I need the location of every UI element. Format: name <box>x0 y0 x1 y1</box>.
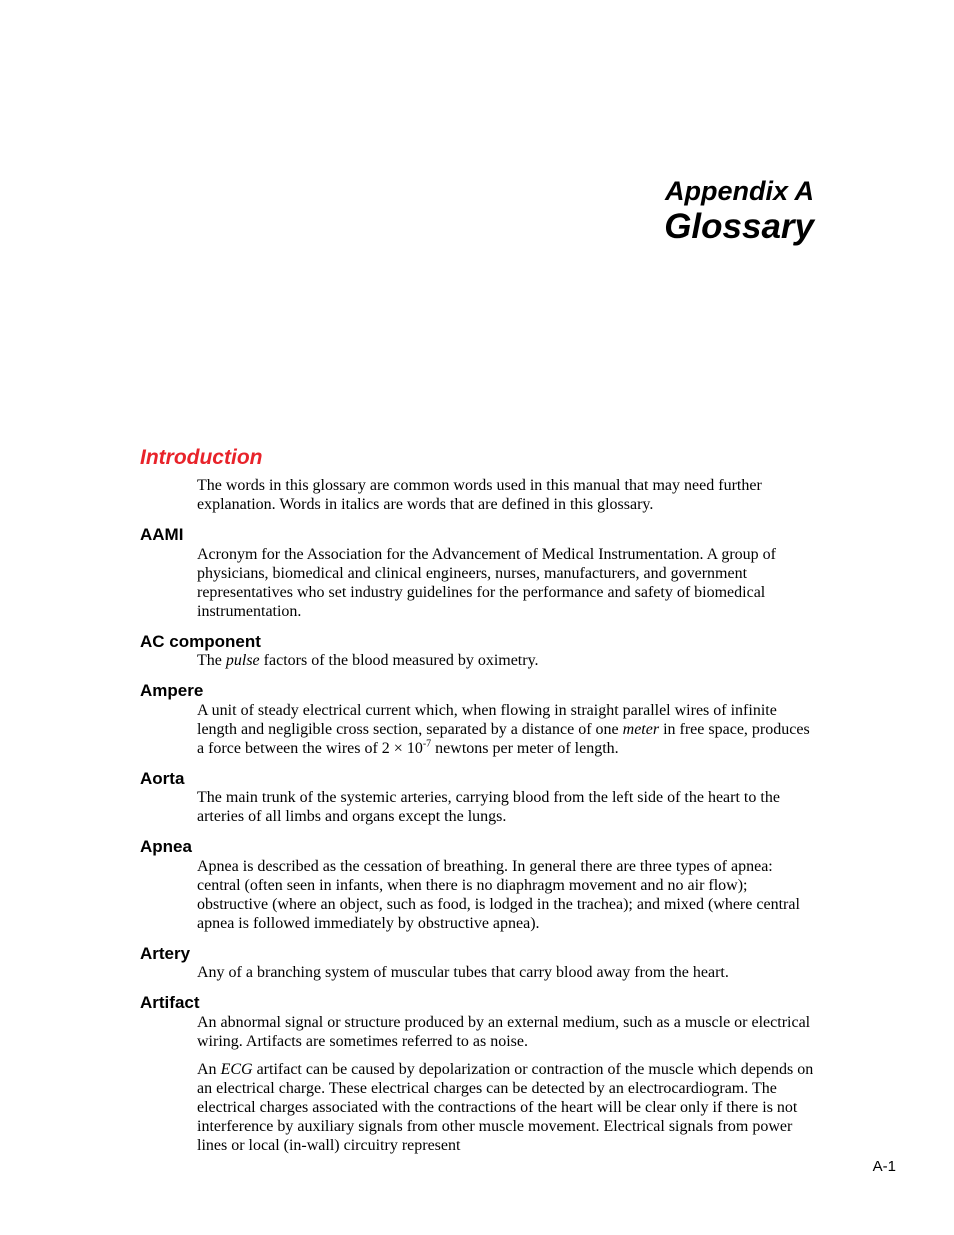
term-apnea: Apnea <box>140 837 192 857</box>
page-number: A-1 <box>872 1158 896 1175</box>
definition-text: A unit of steady electrical current which, when flowing in straight parallel wires of infinite length and negligible cross section, separated by a distance of one <box>197 701 777 738</box>
definition-text: artifact can be caused by depolarization or contraction of the muscle which depends on an electrical charge. These electrical charges can be detected by an electrocardiogram. The electrical charges associated with the contractions of the heart will be clear only if there is not interference by auxiliary signals from other muscle movement. Electrical signals from power lines or local (in-wall) circuitry represent <box>197 1061 814 1155</box>
definition-text: An <box>197 1061 221 1079</box>
term-aami: AAMI <box>140 525 184 545</box>
chapter-title-block <box>664 176 814 247</box>
term-artifact: Artifact <box>140 993 200 1013</box>
definition-text: in free space, produces a force between the wires of 2 × 10 <box>197 720 810 757</box>
glossary-link-pulse: pulse <box>225 652 260 670</box>
definition-aami: Acronym for the Association for the Advancement of Medical Instrumentation. A group of physicians, biomedical and clinical engineers, nurses, manufacturers, and government representatives who set industry guidelines for the performance and safety of biomedical instrumentation. <box>197 545 776 620</box>
definition-ac-component <box>197 651 820 670</box>
introduction-text: The words in this glossary are common words used in this manual that may need further explanation. Words in italics are words that are defined in this glossary. <box>197 477 762 514</box>
definition-text: The <box>197 652 226 670</box>
definition-aorta: The main trunk of the systemic arteries, carrying blood from the left side of the heart to the arteries of all limbs and organs except the lungs. <box>197 789 780 826</box>
appendix-label: Appendix A <box>664 176 814 206</box>
term-aorta: Aorta <box>140 768 185 788</box>
term-ampere: Ampere <box>140 681 204 701</box>
term-ac-component: AC component <box>140 631 261 651</box>
exponent: -7 <box>422 738 432 750</box>
introduction-heading: Introduction <box>140 446 263 469</box>
glossary-content <box>140 445 820 1155</box>
definition-apnea: Apnea is described as the cessation of breathing. In general there are three types of apnea: central (often seen in infants, when there is no diaphragm movement and no air flow); obstructive (where an object, such as food, is lodged in the trachea); and mixed (where central apnea is followed immediately by obstructive apnea). <box>197 857 800 932</box>
glossary-link-meter: meter <box>622 720 660 738</box>
definition-text: newtons per meter of length. <box>431 739 619 757</box>
glossary-link-ecg: ECG <box>220 1061 253 1079</box>
definition-ampere <box>197 701 820 758</box>
definition-artifact-1: An abnormal signal or structure produced by an external medium, such as a muscle or electrical wiring. Artifacts are sometimes referred to as noise. <box>197 1014 811 1051</box>
term-artery: Artery <box>140 943 191 963</box>
definition-artifact-2 <box>197 1060 820 1155</box>
definition-artery: Any of a branching system of muscular tubes that carry blood away from the heart. <box>197 964 729 982</box>
definition-text: factors of the blood measured by oximetry. <box>259 652 539 670</box>
page-title: Glossary <box>664 207 814 247</box>
